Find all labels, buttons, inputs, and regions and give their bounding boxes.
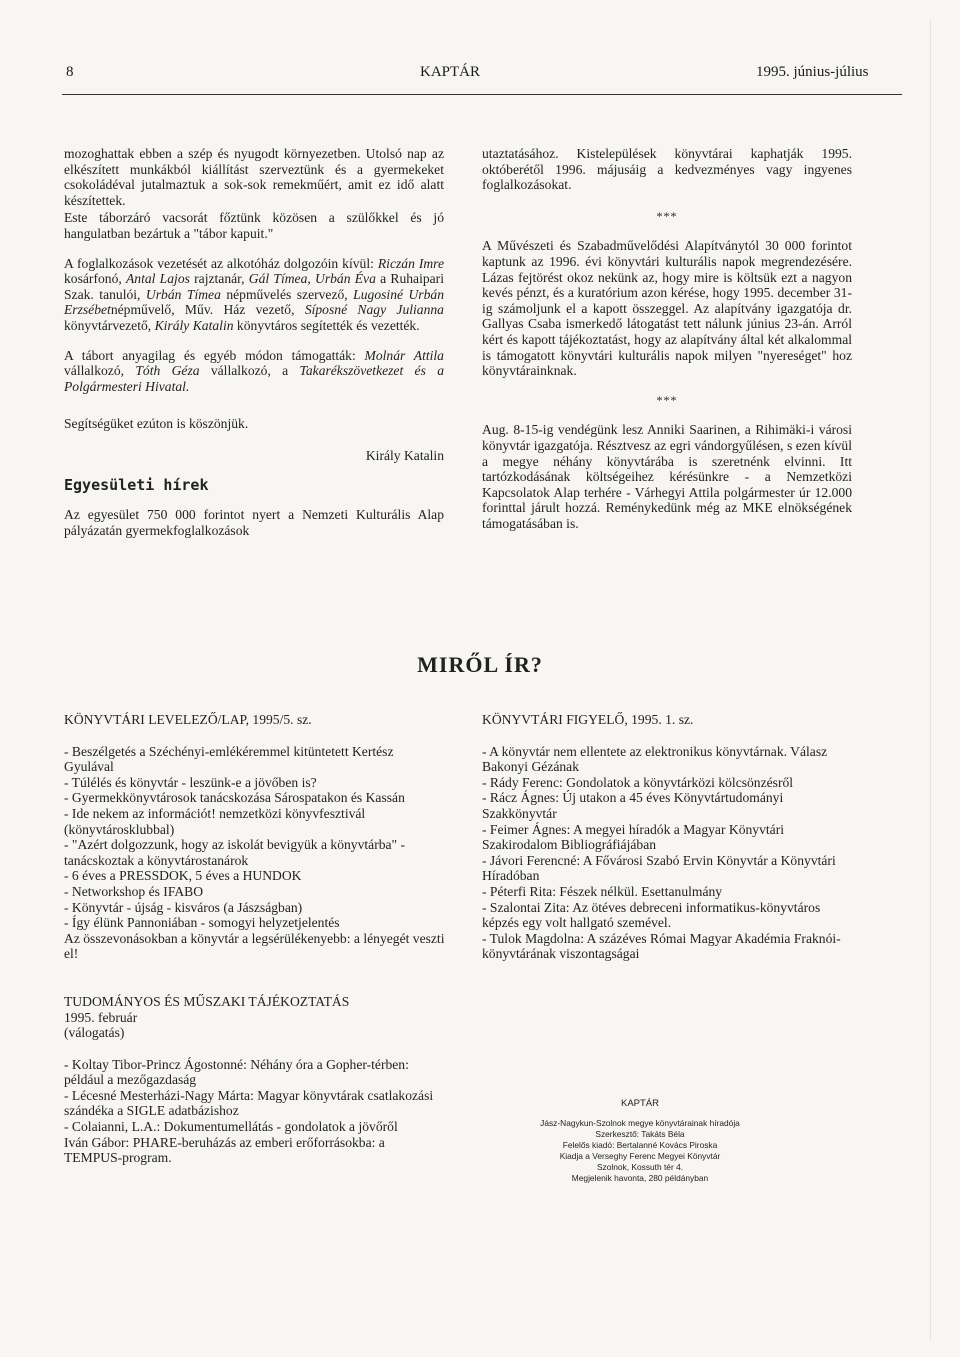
imprint-line: Szerkesztő: Takáts Béla (595, 1129, 685, 1139)
imprint-line: Megjelenik havonta, 280 példányban (571, 1173, 709, 1183)
sponsor-name: Tóth Géza (135, 363, 200, 379)
paragraph-sponsors (64, 348, 444, 395)
text-run: népművelő, Műv. Ház vezető, (110, 302, 305, 318)
text-run: vállalkozó, (64, 363, 136, 379)
header-rule (62, 94, 902, 95)
paragraph-foundation: A Művészeti és Szabadművelődési Alapítványtól 30 000 forintot kaptunk az 1996. évi könyvtári kulturális napok megrendezésére. Lázas fejtörést okoz nekünk az, hogy mire is költsük ezt a nagyon kevés pénzt, és a kuratórium azon kérése, hogy 1995. december 31-ig számoljunk el a kapott összeggel. Az alapítvány igazgatója dr. Gallyas Csaba ismerkedő látogatást tett nálunk június 23-án. Arról kért és kapott tájékoztatást, hogy az alapítvány által két alkalommal is támogatott könyvtári kulturális napok milyen "nyereséget" hoz könyvtárainknak. (482, 238, 852, 379)
text-run: kosárfonó, (64, 271, 126, 287)
source-title: KÖNYVTÁRI LEVELEZŐ/LAP, 1995/5. sz. (64, 712, 312, 727)
section-title-egyesuleti: Egyesületi hírek (64, 475, 209, 494)
imprint-title: KAPTÁR (620, 1098, 659, 1109)
paragraph-thanks: Segítségüket ezúton is köszönjük. (64, 416, 249, 432)
paragraph-travel: utaztatásához. Kistelepülések könyvtárai kaphatják 1995. októberétől 1996. májusáig a kedvezményes vagy ingyenes foglalkozásokat. (482, 146, 852, 193)
paragraph-closing-day: mozoghattak ebben a szép és nyugodt környezetben. Utolsó nap az elkészített munkákból kiállítást szerveztünk és a gyermekeket csokoládéval jutalmaztuk a sok-sok remekműért, amit ez idő alatt készítettek. (64, 146, 444, 208)
person-name: Lugosiné Urbán Erzsébet (64, 286, 444, 318)
text-run: könyvtáros segítették és vezették. (233, 317, 420, 333)
person-name: Urbán Tímea (145, 286, 221, 302)
separator-stars: *** (656, 392, 678, 407)
text-run: vállalkozó, a (199, 363, 300, 379)
person-name: Király Katalin (154, 317, 234, 333)
person-name: Gál Tímea, Urbán Éva (248, 271, 376, 287)
person-name: Riczán Imre (377, 255, 444, 271)
left-bottom-column (64, 712, 446, 1166)
paragraph-association: Az egyesület 750 000 forintot nyert a Nemzeti Kulturális Alap pályázatán gyermekfoglalkozások (64, 507, 444, 538)
text-run: rajztanár, (189, 271, 249, 287)
paragraph-guest: Aug. 8-15-ig vendégünk lesz Anniki Saarinen, a Rihimäki-i városi könyvtár igazgatója. Résztvesz az egri vándorgyűlésen, s ezen kívül a megye néhány könyvtárába is szeretnénk elvinni. Itt tartózkodásának költségeihez kérésünkre - a Nemzetközi Kapcsolatok Alap terhére - Várhegyi Attila polgármester úr 12.000 forinttal járult hozzá. Reménykedünk még az MKE elnökségének támogatásában is. (482, 422, 852, 531)
article-list: - Beszélgetés a Széchényi-emlékéremmel kitüntetett Kertész Gyulával - Túlélés és könyvtár - leszünk-e a jövőben is? - Gyermekkönyvtárosok tanácskozása Sárospatakon és Kassán - Ide nekem az információt! nemzetközi könyvfesztivál (könyvtárosklubbal) - "Azért dolgozzunk, hogy az iskolát bevigyük a könyvtárba" - tanácskoztak a könyvtárostanárok - 6 éves a PRESSDOK, 5 éves a HUNDOK - Networkshop és IFABO - Könyvtár - újság - kisváros (a Jászságban) - Így élünk Pannoniában - somogyi helyzetjelentés Az összevonásokban a könyvtár a legsérülékenyebb: a lényegét veszti el! (64, 743, 445, 962)
text-run: A tábort anyagilag és egyéb módon támogatták: (64, 347, 365, 363)
text-run: népművelés szervező, (220, 286, 354, 302)
imprint-line: Szolnok, Kossuth tér 4. (596, 1162, 684, 1172)
article-list: - A könyvtár nem ellentete az elektronikus könyvtárnak. Válasz Bakonyi Gézának - Rády Ferenc: Gondolatok a könyvtárközi kölcsönzésről - Rácz Ágnes: Új utakon a 45 éves Könyvtártudományi Szakkönyvtár - Feimer Ágnes: A megyei híradók a Magyar Könyvtári Szakirodalom Bibliográfiájában - Jávori Ferencné: A Fővárosi Szabó Ervin Könyvtár a Könyvtári Híradóban - Péterfi Rita: Fészek nélkül. Esettanulmány - Szalontai Zita: Az ötéves debreceni informatikus-könyvtáros képzés egy volt hallgató szemével. - Tulok Magdolna: A százéves Római Magyar Akadémia Fraknói-könyvtárának viszontagságai (482, 743, 841, 962)
paragraph-dinner: Este táborzáró vacsorát főztünk közösen a szülőkkel és jó hangulatban bezártuk a "tábor kapuit." (64, 210, 444, 241)
person-name: Síposné Nagy Julianna (304, 302, 444, 318)
sponsor-name: Takarékszövetkezet és a Polgármesteri Hivatal. (64, 363, 444, 394)
separator-stars: *** (656, 208, 678, 223)
section-heading-mirol-ir: MIRŐL ÍR? (417, 652, 543, 677)
page-edge-line (930, 20, 931, 1340)
imprint-line: Jász-Nagykun-Szolnok megye könyvtárainak híradója (540, 1118, 740, 1128)
person-name: Antal Lajos (126, 271, 190, 287)
signature: Király Katalin (365, 447, 444, 463)
page-number: 8 (66, 64, 74, 80)
left-top-column (64, 146, 444, 538)
imprint-line: Felelős kiadó: Bertalanné Kovács Piroska (562, 1140, 718, 1150)
imprint (510, 1098, 770, 1184)
source-title: TUDOMÁNYOS ÉS MŰSZAKI TÁJÉKOZTATÁS 1995. február (válogatás) (64, 993, 350, 1041)
text-run: A foglalkozások vezetését az alkotóház dolgozóin kívül: (64, 255, 378, 271)
running-title: KAPTÁR (420, 64, 481, 80)
text-run: a Ruhaipari Szak. tanulói, (64, 271, 444, 302)
article-list: - Koltay Tibor-Princz Ágostonné: Néhány óra a Gopher-térben: például a mezőgazdaság - Lécesné Mesterházi-Nagy Márta: Magyar könyvtárak csatlakozási szándéka a SIGLE adatbázishoz - Colaianni, L.A.: Dokumentumellátás - gondolatok a jövőről Iván Gábor: PHARE-beruházás az emberi erőforrásokba: a TEMPUS-program. (64, 1056, 434, 1166)
paragraph-leaders (64, 256, 444, 334)
right-bottom-column (482, 712, 852, 962)
issue-date: 1995. június-július (756, 64, 869, 80)
text-run: könyvtárvezető, (64, 317, 155, 333)
source-title: KÖNYVTÁRI FIGYELŐ, 1995. 1. sz. (482, 712, 694, 727)
imprint-line: Kiadja a Verseghy Ferenc Megyei Könyvtár (559, 1151, 721, 1161)
right-top-column (482, 146, 852, 531)
sponsor-name: Molnár Attila (364, 347, 444, 363)
